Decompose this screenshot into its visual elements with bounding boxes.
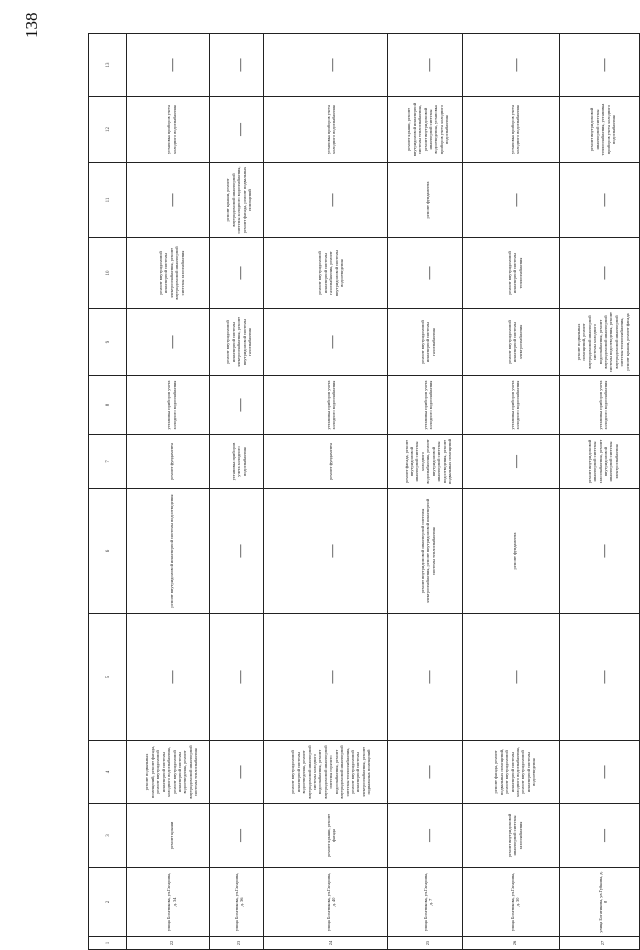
cell-repair-8: ремонт внутридомовой инженерной системы газоснабжения [420, 320, 437, 364]
cell-repair-10: ремонт крыши, ремонт внутридомовой инженерной системы холодного водоснабжения, ремонт фасада, ремонт подвальных помещений [225, 166, 252, 234]
table-cell [209, 937, 263, 950]
cell-number: 24 [328, 940, 334, 946]
column-number: 1 [106, 941, 112, 945]
table-cell [264, 804, 388, 868]
cell-repair-6: установка приборов учета холодного водоснабжения [230, 442, 247, 481]
table-cell [559, 163, 639, 238]
column-9 [89, 309, 640, 376]
cell-repair-3: ремонт подвальных помещений, ремонт фасада, ремонт внутридомовой инженерной системы холодного водоснабжения, ремонт внутридомовой инженерной системы водоотведения, ремонт внутридомовой инженерной системы теплоснабжения [144, 745, 198, 799]
cell-repair-9: — [231, 266, 247, 280]
cell-number: 26 [512, 940, 518, 946]
table-cell [463, 376, 560, 435]
column-number: 8 [106, 403, 112, 407]
cell-repair-9: ремонт внутридомовой инженерной системы электроснабжения, ремонт внутридомовой инженерной системы газоснабжения [157, 246, 185, 300]
cell-repair-9: ремонт внутридомовой инженерной системы теплоснабжения [506, 251, 523, 295]
cell-repair-11: — [231, 123, 247, 136]
table-cell [388, 614, 463, 741]
cell-repair-3: — [420, 765, 436, 779]
cell-repair-2: ремонт крыши [168, 821, 174, 850]
table-cell [126, 376, 209, 435]
table-cell [264, 614, 388, 741]
cell-repair-12: — [163, 58, 179, 72]
cell-repair-7: установка приборов учета холодного водоснабжения [165, 380, 177, 430]
header-cell [89, 614, 127, 741]
table-cell [388, 97, 463, 163]
cell-repair-4: — [595, 670, 611, 684]
header-cell [89, 741, 127, 804]
table-cell [209, 741, 263, 804]
table-cell [209, 868, 263, 937]
table-cell [463, 741, 560, 804]
cell-repair-11: ремонт крыши, ремонт внутридомовой инженерной системы теплоснабжения, ремонт внутридомовой инженерной системы водоотведения, установка приборов учета холодного водоснабжения [406, 102, 450, 157]
column-11 [89, 163, 640, 238]
cell-repair-4: — [163, 670, 179, 684]
cell-repair-10: ремонт фундамента [425, 181, 431, 219]
cell-address: улица Богатикова, ул.Гагарина, д. 30 [509, 872, 521, 932]
table-cell [559, 309, 639, 376]
table-cell [126, 34, 209, 97]
cell-repair-3: ремонт фасада, ремонт подвальных помещений, ремонт внутридомовой инженерной системы холодного водоснабжения, ремонт внутридомовой инженерной системы водоотведения [493, 747, 537, 797]
table-cell [559, 741, 639, 804]
cell-repair-4: — [507, 670, 523, 684]
table-cell [388, 309, 463, 376]
header-cell [89, 309, 127, 376]
column-number: 9 [106, 340, 112, 344]
cell-repair-4: — [420, 670, 436, 684]
table-cell [264, 489, 388, 614]
table-cell [388, 238, 463, 309]
cell-repair-8: — [323, 335, 339, 349]
cell-number: 25 [425, 940, 431, 946]
table-cell [264, 376, 388, 435]
cell-repair-6: ремонт фундамента [328, 443, 334, 480]
table-cell [209, 614, 263, 741]
cell-repair-6: ремонт фасада, ремонт внутридомовой инженерной системы холодного водоснабжения, ремонт внутридомовой инженерной системы водоотведения, ремонт подвальных помещений [404, 439, 453, 485]
cell-repair-8: ремонт внутридомовой инженерной системы электроснабжения, ремонт внутридомовой системы газоснабжения [225, 316, 252, 368]
cell-repair-9: — [420, 266, 436, 280]
cell-repair-5: ремонт внутридомовой инженерной системы водоотведения [168, 494, 174, 608]
cell-repair-10: — [323, 193, 339, 207]
table-cell [264, 937, 388, 950]
table-cell [264, 97, 388, 163]
table-cell [209, 376, 263, 435]
table-cell [388, 376, 463, 435]
table-cell [264, 741, 388, 804]
table-cell [264, 309, 388, 376]
table-cell [126, 163, 209, 238]
table-cell [463, 868, 560, 937]
table-cell [209, 489, 263, 614]
cell-repair-8: — [163, 335, 179, 349]
cell-repair-9: — [595, 266, 611, 280]
table-cell [463, 489, 560, 614]
table-cell [559, 937, 639, 950]
cell-repair-2: — [420, 829, 436, 842]
cell-repair-10: — [595, 193, 611, 207]
cell-repair-3: — [231, 765, 247, 779]
column-12 [89, 97, 640, 163]
table-cell [559, 238, 639, 309]
cell-repair-2: ремонт внутридомовой инженерной системы газоснабжения [506, 813, 523, 858]
cell-repair-6: — [507, 455, 523, 468]
table-cell [559, 34, 639, 97]
table-cell [209, 435, 263, 489]
table-cell [126, 804, 209, 868]
table-cell [388, 937, 463, 950]
cell-repair-6: ремонт внутридомовой инженерной системы газоснабжения, ремонт внутридомовой инженерной системы электроснабжения [586, 439, 619, 484]
table-cell [463, 238, 560, 309]
cell-address: улица Богатикова, ул.Гагарина, д. 7 [423, 872, 434, 932]
cell-repair-12: — [420, 58, 436, 72]
repair-schedule-table [88, 33, 640, 950]
table-cell [126, 741, 209, 804]
table-cell [209, 163, 263, 238]
cell-repair-5: — [595, 544, 611, 558]
cell-repair-4: — [323, 670, 339, 684]
table-cell [463, 614, 560, 741]
table-cell [559, 435, 639, 489]
table-cell [126, 489, 209, 614]
cell-repair-7: — [231, 398, 247, 412]
table-cell [463, 163, 560, 238]
table-cell [209, 238, 263, 309]
column-13 [89, 34, 640, 97]
page-number: 138 [22, 12, 41, 38]
cell-repair-8: ремонт внутридомовой инженерной системы электроснабжения [506, 320, 523, 364]
column-8 [89, 376, 640, 435]
column-10 [89, 238, 640, 309]
table-cell [463, 937, 560, 950]
table-cell [388, 741, 463, 804]
column-number: 10 [106, 270, 112, 276]
cell-repair-5: ремонт фундамента [512, 532, 518, 570]
cell-repair-7: установка приборов учета холодного водоснабжения [597, 380, 608, 430]
header-cell [89, 376, 127, 435]
column-number: 7 [106, 460, 112, 463]
table-cell [209, 34, 263, 97]
header-cell [89, 238, 127, 309]
cell-repair-11: ремонт внутридомовой инженерной системы теплоснабжения, установка приборов учета холодного водоснабжения [589, 103, 616, 156]
table-cell [209, 804, 263, 868]
cell-repair-7: установка приборов учета холодного водоснабжения [509, 380, 521, 430]
table-cell [463, 34, 560, 97]
column-number: 12 [106, 127, 112, 132]
cell-repair-7: установка приборов учета холодного водоснабжения [325, 380, 337, 430]
header-cell [89, 163, 127, 238]
column-1 [89, 937, 640, 950]
table-cell [126, 435, 209, 489]
cell-repair-4: — [231, 670, 247, 684]
cell-repair-5: — [231, 544, 247, 558]
cell-repair-3: ремонт внутридомовой инженерной системы водоотведения, ремонт внутридомовой инженерной системы холодного водоснабжения, ремонт внутридомовой инженерной системы горячего водоснабжения, ремонт внутридомовой инженерной системы теплоснабжения, ремонт внутридомовой инженерной системы электроснабжения, ремонт подвальных помещений [290, 745, 372, 799]
column-7 [89, 435, 640, 489]
cell-repair-11: установка приборов учета холодного водоснабжения [165, 105, 177, 154]
table-cell [559, 868, 639, 937]
column-2 [89, 868, 640, 937]
header-cell [89, 937, 127, 950]
column-5 [89, 614, 640, 741]
cell-address: улица Богатикова, ул.Гагарина, д. 36 [233, 872, 244, 932]
table-cell [126, 238, 209, 309]
cell-repair-8: ремонт подвальных помещений, ремонт внутридомовой инженерной системы холодного водоснабжения, ремонт внутридомовой инженерной системы водоотведения, ремонт внутридомовой инженерной системы теплоснабжения, ремонт крыши, ремонт фасада [575, 312, 630, 372]
table-cell [126, 97, 209, 163]
column-number: 6 [106, 549, 112, 553]
table-cell [126, 937, 209, 950]
table-cell [388, 868, 463, 937]
cell-number: 27 [600, 940, 606, 946]
cell-repair-7: установка приборов учета холодного водоснабжения [423, 380, 434, 430]
table-cell [559, 489, 639, 614]
header-cell [89, 97, 127, 163]
cell-address: улица Богатикова, ул.Гагарина, д. 40 [325, 872, 337, 932]
cell-repair-5: — [323, 544, 339, 558]
table-cell [264, 238, 388, 309]
cell-repair-9: ремонт внутридомовой инженерной системы газоснабжения, ремонт внутридомовой системы водоотведения [317, 250, 345, 296]
table-cell [264, 163, 388, 238]
cell-repair-2: — [231, 829, 247, 842]
cell-address: улица Богатикова, ул.Губкина, д. 8 [597, 871, 608, 933]
table-cell [388, 435, 463, 489]
table-cell [264, 435, 388, 489]
column-3 [89, 804, 640, 868]
header-cell [89, 489, 127, 614]
table-cell [126, 614, 209, 741]
column-number: 5 [106, 675, 112, 679]
table-cell [463, 309, 560, 376]
column-number: 11 [106, 197, 112, 203]
table-cell [264, 34, 388, 97]
cell-repair-2: — [595, 829, 611, 842]
header-cell [89, 804, 127, 868]
cell-number: 22 [168, 940, 174, 946]
column-number: 13 [106, 62, 112, 68]
cell-repair-11: установка приборов учета холодного водоснабжения [325, 105, 337, 154]
cell-number: 23 [236, 940, 242, 946]
table-cell [463, 804, 560, 868]
table-cell [388, 34, 463, 97]
table-cell [559, 614, 639, 741]
table-cell [126, 868, 209, 937]
table-cell [463, 97, 560, 163]
column-number: 3 [106, 834, 112, 837]
cell-repair-3: — [595, 765, 611, 779]
cell-repair-12: — [231, 58, 247, 72]
table-cell [559, 376, 639, 435]
cell-repair-12: — [507, 58, 523, 72]
cell-repair-6: ремонт фундамента [168, 443, 174, 480]
cell-repair-12: — [595, 58, 611, 72]
table-cell [388, 804, 463, 868]
cell-repair-10: — [507, 193, 523, 207]
cell-repair-12: — [323, 58, 339, 72]
header-cell [89, 34, 127, 97]
table-cell [559, 97, 639, 163]
table-cell [388, 489, 463, 614]
column-number: 4 [106, 770, 112, 774]
table-cell [388, 163, 463, 238]
table-cell [126, 309, 209, 376]
cell-address: улица Богатикова, ул.Гагарина, д. 34 [165, 872, 177, 932]
column-4 [89, 741, 640, 804]
cell-repair-2: ремонт крыши, ремонт фасада [325, 813, 337, 858]
table-cell [463, 435, 560, 489]
cell-repair-5: ремонт внутридомовой инженерной системы электроснабжения, ремонт внутридомовой инженерной системы теплоснабжения [420, 498, 437, 604]
table-cell [209, 97, 263, 163]
header-cell [89, 435, 127, 489]
column-6 [89, 489, 640, 614]
header-cell [89, 868, 127, 937]
table-cell [264, 868, 388, 937]
table-cell [559, 804, 639, 868]
cell-repair-10: — [163, 193, 179, 207]
table-cell [209, 309, 263, 376]
cell-repair-11: установка приборов учета холодного водоснабжения [509, 105, 521, 154]
column-number: 2 [106, 900, 112, 904]
